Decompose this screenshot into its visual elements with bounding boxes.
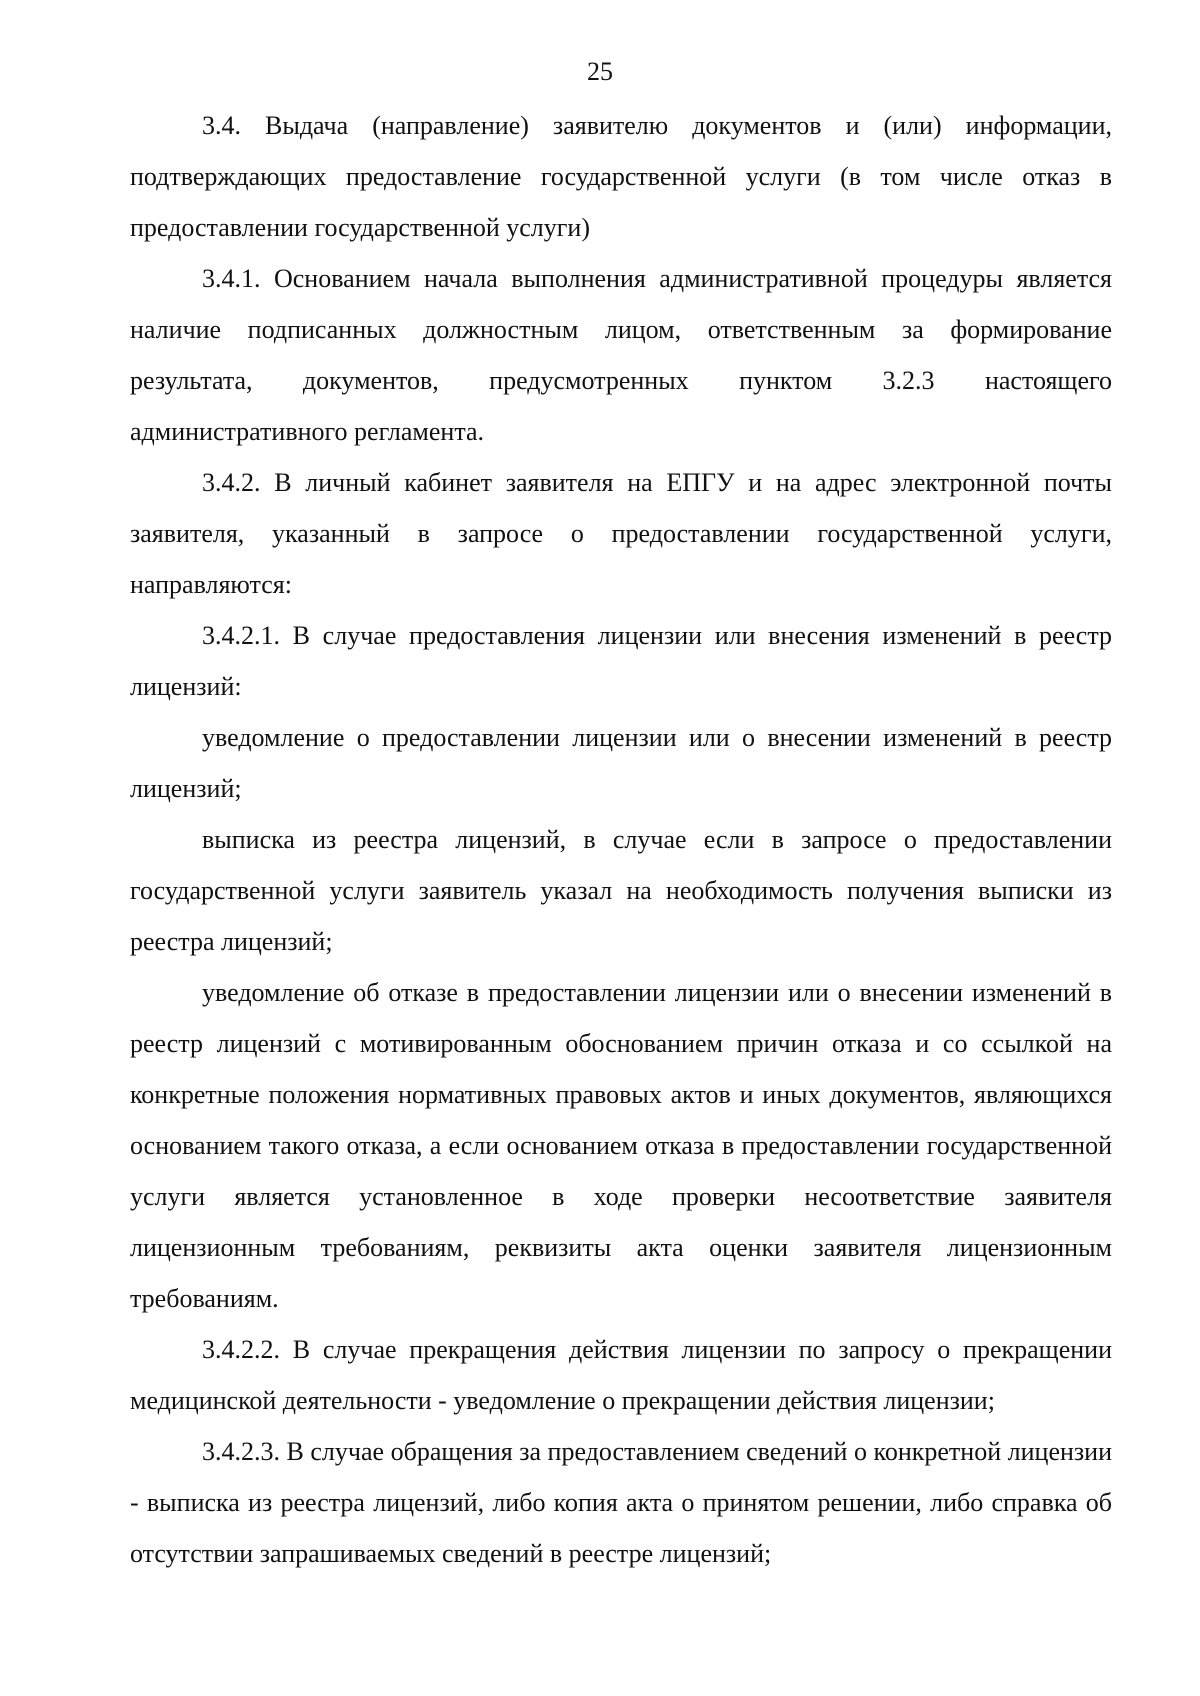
paragraph-3-4-2: 3.4.2. В личный кабинет заявителя на ЕПГУ и на адрес электронной почты заявителя, указанный в запросе о предоставлении государственной услуги, направляются: — [130, 468, 1112, 599]
list-item-registry-extract: выписка из реестра лицензий, в случае если в запросе о предоставлении государственной услуги заявитель указал на необходимость получения выписки из реестра лицензий; — [130, 825, 1112, 956]
section-heading-3-4: 3.4. Выдача (направление) заявителю документов и (или) информации, подтверждающих предоставление государственной услуги (в том числе отказ в предоставлении государственной услуги) — [130, 111, 1112, 242]
page-number: 25 — [587, 57, 613, 86]
list-item-notification-granted: уведомление о предоставлении лицензии или о внесении изменений в реестр лицензий; — [130, 723, 1112, 803]
paragraph-3-4-2-2: 3.4.2.2. В случае прекращения действия лицензии по запросу о прекращении медицинской деятельности - уведомление о прекращении действия лицензии; — [130, 1335, 1112, 1415]
paragraph-3-4-2-3: 3.4.2.3. В случае обращения за предоставлением сведений о конкретной лицензии - выписка из реестра лицензий, либо копия акта о принятом решении, либо справка об отсутствии запрашиваемых сведений в реестре лицензий; — [130, 1437, 1112, 1568]
paragraph-3-4-2-1: 3.4.2.1. В случае предоставления лицензии или внесения изменений в реестр лицензий: — [130, 621, 1112, 701]
document-body — [130, 100, 1112, 1579]
list-item-notification-refusal: уведомление об отказе в предоставлении лицензии или о внесении изменений в реестр лицензий с мотивированным обоснованием причин отказа и со ссылкой на конкретные положения нормативных правовых актов и иных документов, являющихся основанием такого отказа, а если основанием отказа в предоставлении государственной услуги является установленное в ходе проверки несоответствие заявителя лицензионным требованиям, реквизиты акта оценки заявителя лицензионным требованиям. — [130, 978, 1112, 1313]
paragraph-3-4-1: 3.4.1. Основанием начала выполнения административной процедуры является наличие подписанных должностным лицом, ответственным за формирование результата, документов, предусмотренных пунктом 3.2.3 настоящего административного регламента. — [130, 264, 1112, 446]
